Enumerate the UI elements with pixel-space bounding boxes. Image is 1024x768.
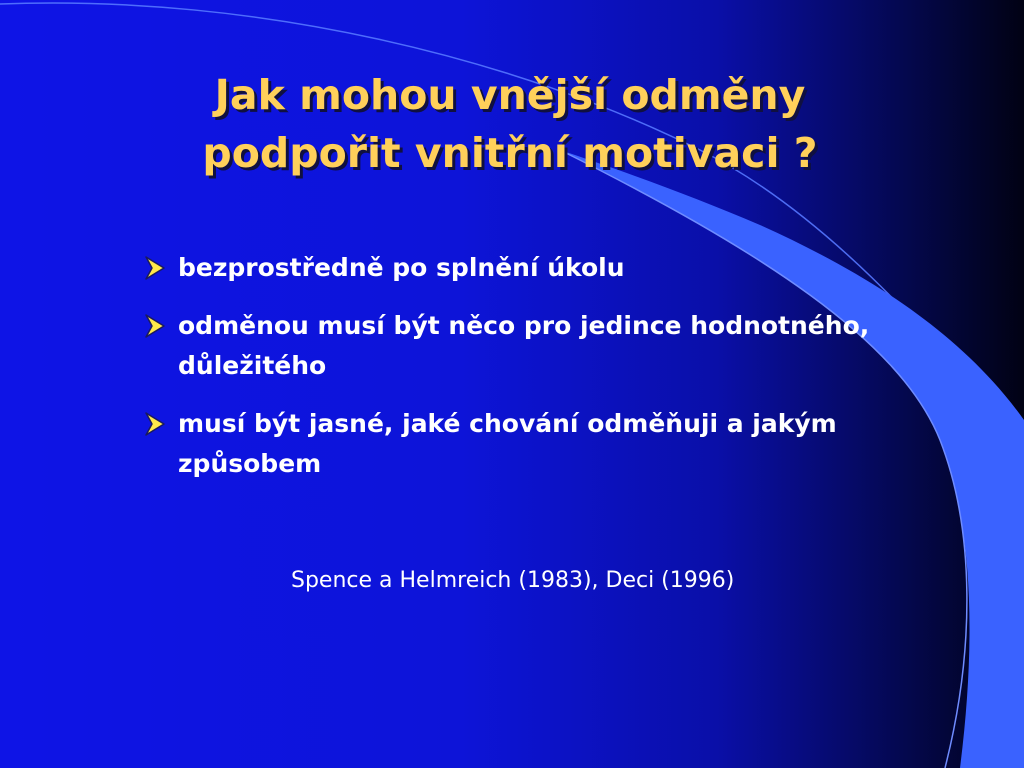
bullet-item [140, 404, 970, 484]
bullet-text: musí být jasné, jaké chování odměňuji a jakým způsobem [178, 409, 837, 478]
title-line-1: Jak mohou vnější odměny [214, 71, 806, 119]
arrow-bullet-icon [142, 306, 168, 346]
bullet-list [140, 248, 970, 502]
bullet-item [140, 306, 970, 386]
bullet-text: bezprostředně po splnění úkolu [178, 253, 625, 282]
slide-title [60, 66, 960, 182]
bullet-item [140, 248, 970, 288]
arrow-bullet-icon [142, 248, 168, 288]
bullet-text: odměnou musí být něco pro jedince hodnotného, důležitého [178, 311, 870, 380]
arrow-bullet-icon [142, 404, 168, 444]
title-line-2: podpořit vnitřní motivaci ? [202, 129, 818, 177]
citation: Spence a Helmreich (1983), Deci (1996) [291, 568, 735, 593]
